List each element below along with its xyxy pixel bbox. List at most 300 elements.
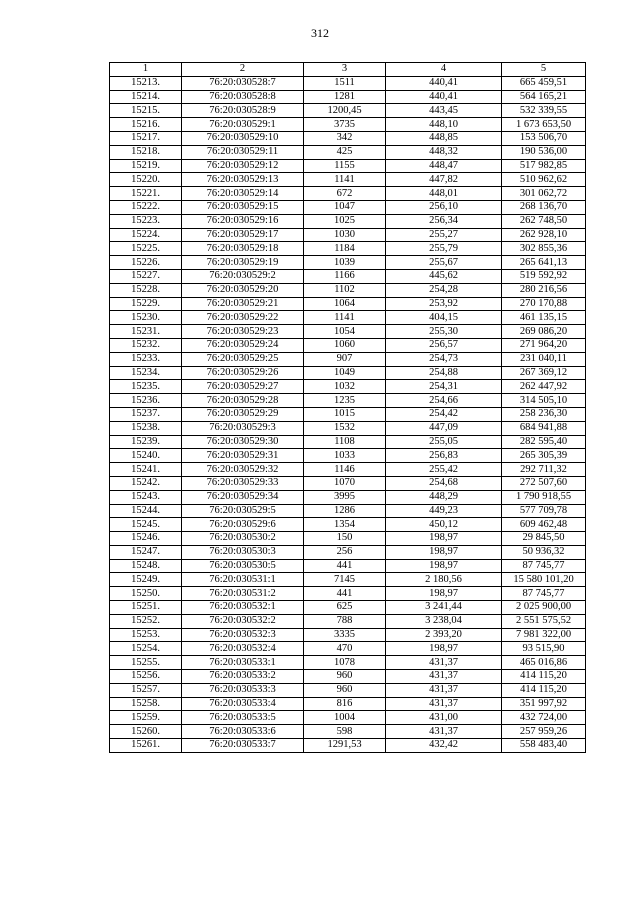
table-cell: 150 [304,532,386,546]
table-cell: 1032 [304,380,386,394]
table-cell: 1511 [304,76,386,90]
table-cell: 302 855,36 [502,242,586,256]
table-cell: 1281 [304,90,386,104]
table-cell: 7145 [304,573,386,587]
table-row [110,559,586,573]
table-cell: 76:20:030529:16 [182,214,304,228]
table-cell: 351 997,92 [502,697,586,711]
table-row [110,656,586,670]
table-cell: 15230. [110,311,182,325]
table-cell: 1060 [304,338,386,352]
table-cell: 1030 [304,228,386,242]
table-cell: 15259. [110,711,182,725]
table-cell: 76:20:030532:4 [182,642,304,656]
table-cell: 577 709,78 [502,504,586,518]
table-cell: 76:20:030529:18 [182,242,304,256]
table-cell: 3735 [304,118,386,132]
table-row [110,131,586,145]
table-cell: 2 551 575,52 [502,614,586,628]
table-row [110,297,586,311]
table-row [110,642,586,656]
table-cell: 1155 [304,159,386,173]
table-cell: 7 981 322,00 [502,628,586,642]
table-cell: 15227. [110,269,182,283]
table-cell: 190 536,00 [502,145,586,159]
table-cell: 448,32 [386,145,502,159]
table-row [110,476,586,490]
table-cell: 15219. [110,159,182,173]
table-row [110,159,586,173]
table-cell: 1 673 653,50 [502,118,586,132]
table-cell: 76:20:030533:4 [182,697,304,711]
table-header-row [110,63,586,77]
table-cell: 314 505,10 [502,394,586,408]
table-cell: 3 241,44 [386,601,502,615]
table-cell: 15225. [110,242,182,256]
table-cell: 3995 [304,490,386,504]
table-cell: 440,41 [386,76,502,90]
table-cell: 15215. [110,104,182,118]
table-cell: 255,79 [386,242,502,256]
table-cell: 271 964,20 [502,338,586,352]
table-cell: 672 [304,187,386,201]
table-cell: 76:20:030533:1 [182,656,304,670]
table-cell: 282 595,40 [502,435,586,449]
table-cell: 15224. [110,228,182,242]
table-row [110,380,586,394]
table-cell: 532 339,55 [502,104,586,118]
table-cell: 1015 [304,407,386,421]
table-cell: 342 [304,131,386,145]
table-cell: 15213. [110,76,182,90]
table-row [110,228,586,242]
table-row [110,435,586,449]
table-cell: 448,47 [386,159,502,173]
table-cell: 15246. [110,532,182,546]
table-cell: 448,10 [386,118,502,132]
table-cell: 1025 [304,214,386,228]
table-cell: 445,62 [386,269,502,283]
table-cell: 1141 [304,173,386,187]
table-cell: 87 745,77 [502,587,586,601]
table-cell: 256,10 [386,200,502,214]
table-row [110,269,586,283]
table-cell: 1532 [304,421,386,435]
table-row [110,587,586,601]
table-cell: 254,66 [386,394,502,408]
table-cell: 76:20:030529:29 [182,407,304,421]
table-cell: 93 515,90 [502,642,586,656]
table-cell: 76:20:030529:33 [182,476,304,490]
table-cell: 198,97 [386,587,502,601]
table-cell: 76:20:030529:1 [182,118,304,132]
table-cell: 448,85 [386,131,502,145]
table-cell: 15253. [110,628,182,642]
table-cell: 15254. [110,642,182,656]
table-row [110,76,586,90]
table-body [110,76,586,752]
table-cell: 76:20:030529:10 [182,131,304,145]
table-row [110,683,586,697]
table-cell: 3 238,04 [386,614,502,628]
table-cell: 15228. [110,283,182,297]
table-cell: 443,45 [386,104,502,118]
table-cell: 1064 [304,297,386,311]
table-cell: 684 941,88 [502,421,586,435]
table-cell: 2 025 900,00 [502,601,586,615]
table-cell: 76:20:030528:8 [182,90,304,104]
table-cell: 255,30 [386,325,502,339]
table-cell: 510 962,62 [502,173,586,187]
table-cell: 76:20:030529:30 [182,435,304,449]
table-cell: 15242. [110,476,182,490]
table-cell: 76:20:030528:7 [182,76,304,90]
table-row [110,104,586,118]
table-cell: 519 592,92 [502,269,586,283]
table-cell: 788 [304,614,386,628]
table-cell: 76:20:030530:5 [182,559,304,573]
table-cell: 270 170,88 [502,297,586,311]
table-cell: 256,83 [386,449,502,463]
table-cell: 258 236,30 [502,407,586,421]
table-cell: 76:20:030532:3 [182,628,304,642]
table-cell: 1033 [304,449,386,463]
table-cell: 15247. [110,545,182,559]
table-row [110,242,586,256]
table-row [110,421,586,435]
table-cell: 431,00 [386,711,502,725]
table-cell: 598 [304,725,386,739]
table-cell: 76:20:030531:1 [182,573,304,587]
table-cell: 76:20:030529:21 [182,297,304,311]
table-cell: 76:20:030533:6 [182,725,304,739]
table-cell: 15 580 101,20 [502,573,586,587]
table-cell: 254,73 [386,352,502,366]
table-cell: 76:20:030531:2 [182,587,304,601]
table-row [110,214,586,228]
table-cell: 15229. [110,297,182,311]
table-row [110,311,586,325]
table-cell: 15256. [110,670,182,684]
table-cell: 76:20:030529:23 [182,325,304,339]
table-cell: 15222. [110,200,182,214]
table-cell: 76:20:030529:26 [182,366,304,380]
table-cell: 665 459,51 [502,76,586,90]
column-header: 4 [386,63,502,77]
table-cell: 15221. [110,187,182,201]
table-cell: 1 790 918,55 [502,490,586,504]
table-cell: 76:20:030533:5 [182,711,304,725]
table-cell: 1108 [304,435,386,449]
table-cell: 15248. [110,559,182,573]
table-row [110,325,586,339]
table-row [110,338,586,352]
table-cell: 15241. [110,463,182,477]
table-row [110,449,586,463]
table-cell: 231 040,11 [502,352,586,366]
table-cell: 76:20:030529:15 [182,200,304,214]
table-cell: 76:20:030528:9 [182,104,304,118]
table-cell: 257 959,26 [502,725,586,739]
table-cell: 414 115,20 [502,670,586,684]
table-row [110,545,586,559]
table-cell: 1070 [304,476,386,490]
table-cell: 301 062,72 [502,187,586,201]
table-row [110,463,586,477]
table-cell: 432 724,00 [502,711,586,725]
table-cell: 907 [304,352,386,366]
table-cell: 609 462,48 [502,518,586,532]
table-cell: 1049 [304,366,386,380]
table-cell: 76:20:030529:17 [182,228,304,242]
table-cell: 3335 [304,628,386,642]
table-cell: 1184 [304,242,386,256]
table-cell: 76:20:030529:11 [182,145,304,159]
table-cell: 256 [304,545,386,559]
table-cell: 1200,45 [304,104,386,118]
table-cell: 15239. [110,435,182,449]
table-row [110,145,586,159]
table-cell: 256,57 [386,338,502,352]
table-cell: 15234. [110,366,182,380]
table-cell: 1078 [304,656,386,670]
table-cell: 1291,53 [304,739,386,753]
page-number: 312 [311,26,329,40]
table-cell: 76:20:030529:14 [182,187,304,201]
table-cell: 254,28 [386,283,502,297]
table-row [110,670,586,684]
table-cell: 449,23 [386,504,502,518]
table-cell: 255,27 [386,228,502,242]
table-cell: 1166 [304,269,386,283]
table-cell: 447,09 [386,421,502,435]
table-cell: 29 845,50 [502,532,586,546]
table-cell: 15261. [110,739,182,753]
table-cell: 15240. [110,449,182,463]
table-cell: 1354 [304,518,386,532]
table-cell: 448,01 [386,187,502,201]
table-cell: 432,42 [386,739,502,753]
table-cell: 625 [304,601,386,615]
table-cell: 76:20:030529:25 [182,352,304,366]
table-cell: 272 507,60 [502,476,586,490]
table-cell: 15249. [110,573,182,587]
table-cell: 15245. [110,518,182,532]
table-cell: 292 711,32 [502,463,586,477]
table-cell: 255,42 [386,463,502,477]
table-cell: 15218. [110,145,182,159]
table-cell: 268 136,70 [502,200,586,214]
table-cell: 76:20:030529:19 [182,256,304,270]
table-cell: 1146 [304,463,386,477]
table-cell: 76:20:030529:20 [182,283,304,297]
table-cell: 15255. [110,656,182,670]
table-cell: 198,97 [386,559,502,573]
table-cell: 76:20:030529:2 [182,269,304,283]
table-cell: 15216. [110,118,182,132]
table-cell: 15250. [110,587,182,601]
table-cell: 431,37 [386,670,502,684]
table-row [110,407,586,421]
table-cell: 465 016,86 [502,656,586,670]
table-cell: 15238. [110,421,182,435]
table-row [110,283,586,297]
table-cell: 517 982,85 [502,159,586,173]
table-cell: 269 086,20 [502,325,586,339]
table-cell: 431,37 [386,656,502,670]
column-header: 2 [182,63,304,77]
table-cell: 425 [304,145,386,159]
table-cell: 153 506,70 [502,131,586,145]
table-cell: 254,31 [386,380,502,394]
table-cell: 262 447,92 [502,380,586,394]
table-cell: 76:20:030532:2 [182,614,304,628]
table-cell: 448,29 [386,490,502,504]
table-row [110,697,586,711]
table-row [110,573,586,587]
table-row [110,366,586,380]
table-cell: 254,42 [386,407,502,421]
table-cell: 198,97 [386,545,502,559]
table-cell: 1039 [304,256,386,270]
table-cell: 76:20:030530:3 [182,545,304,559]
table-cell: 255,67 [386,256,502,270]
table-cell: 76:20:030529:32 [182,463,304,477]
table-cell: 262 928,10 [502,228,586,242]
table-cell: 1235 [304,394,386,408]
table-cell: 816 [304,697,386,711]
table-cell: 265 641,13 [502,256,586,270]
table-cell: 447,82 [386,173,502,187]
table-row [110,200,586,214]
table-cell: 15260. [110,725,182,739]
table-row [110,173,586,187]
table-cell: 15214. [110,90,182,104]
table-row [110,518,586,532]
table-cell: 431,37 [386,725,502,739]
table-cell: 960 [304,670,386,684]
table-row [110,394,586,408]
table-cell: 960 [304,683,386,697]
table-row [110,532,586,546]
table-row [110,490,586,504]
table-row [110,118,586,132]
table-cell: 440,41 [386,90,502,104]
table-cell: 198,97 [386,532,502,546]
table-cell: 564 165,21 [502,90,586,104]
table-cell: 76:20:030533:2 [182,670,304,684]
table-row [110,725,586,739]
table-row [110,711,586,725]
table-row [110,187,586,201]
table-row [110,739,586,753]
table-cell: 15226. [110,256,182,270]
table-cell: 558 483,40 [502,739,586,753]
table-cell: 256,34 [386,214,502,228]
table-cell: 254,88 [386,366,502,380]
table-cell: 2 393,20 [386,628,502,642]
table-row [110,256,586,270]
table-cell: 461 135,15 [502,311,586,325]
table-cell: 15243. [110,490,182,504]
table-cell: 76:20:030530:2 [182,532,304,546]
table-cell: 76:20:030529:27 [182,380,304,394]
table-cell: 198,97 [386,642,502,656]
table-cell: 76:20:030529:13 [182,173,304,187]
table-cell: 15236. [110,394,182,408]
table-row [110,614,586,628]
table-row [110,601,586,615]
table-cell: 76:20:030532:1 [182,601,304,615]
table-cell: 76:20:030529:12 [182,159,304,173]
table-cell: 15231. [110,325,182,339]
table-row [110,90,586,104]
table-cell: 15217. [110,131,182,145]
table-cell: 15220. [110,173,182,187]
table-cell: 15235. [110,380,182,394]
table-cell: 15223. [110,214,182,228]
table-cell: 404,15 [386,311,502,325]
table-cell: 254,68 [386,476,502,490]
table-cell: 267 369,12 [502,366,586,380]
table-cell: 87 745,77 [502,559,586,573]
table-cell: 441 [304,559,386,573]
table-cell: 262 748,50 [502,214,586,228]
table-cell: 1141 [304,311,386,325]
column-header: 5 [502,63,586,77]
table-cell: 2 180,56 [386,573,502,587]
table-cell: 1004 [304,711,386,725]
table-cell: 76:20:030533:3 [182,683,304,697]
table-cell: 431,37 [386,683,502,697]
column-header: 3 [304,63,386,77]
table-cell: 15252. [110,614,182,628]
table-cell: 1102 [304,283,386,297]
table-cell: 15244. [110,504,182,518]
table-cell: 15232. [110,338,182,352]
table-cell: 1286 [304,504,386,518]
table-row [110,504,586,518]
table-cell: 15258. [110,697,182,711]
table-cell: 1054 [304,325,386,339]
table-cell: 1047 [304,200,386,214]
table-cell: 441 [304,587,386,601]
table-cell: 76:20:030529:34 [182,490,304,504]
table-cell: 431,37 [386,697,502,711]
table-cell: 15251. [110,601,182,615]
table-cell: 15233. [110,352,182,366]
table-cell: 76:20:030529:31 [182,449,304,463]
table-cell: 414 115,20 [502,683,586,697]
table-cell: 76:20:030529:6 [182,518,304,532]
table-cell: 15257. [110,683,182,697]
data-table [109,62,586,753]
table-cell: 280 216,56 [502,283,586,297]
table-cell: 253,92 [386,297,502,311]
table-cell: 15237. [110,407,182,421]
table-cell: 76:20:030533:7 [182,739,304,753]
table-row [110,352,586,366]
table-cell: 76:20:030529:24 [182,338,304,352]
table-cell: 76:20:030529:22 [182,311,304,325]
table-cell: 76:20:030529:28 [182,394,304,408]
table-cell: 470 [304,642,386,656]
table-row [110,628,586,642]
table-cell: 450,12 [386,518,502,532]
table-cell: 76:20:030529:3 [182,421,304,435]
table-cell: 76:20:030529:5 [182,504,304,518]
table-cell: 265 305,39 [502,449,586,463]
